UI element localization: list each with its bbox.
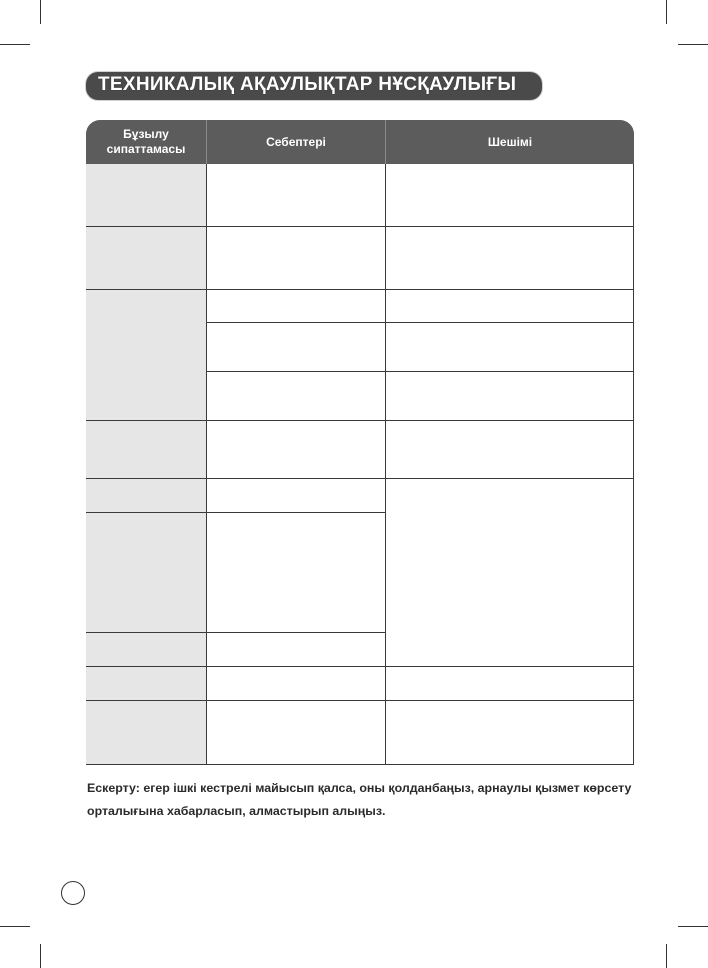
table-bottom-border [86,764,634,765]
sub-row-divider [206,322,634,323]
column-divider [206,164,207,764]
partial-row-divider [86,632,386,633]
row-divider [86,666,634,667]
crop-mark-top-left-h [0,44,30,45]
crop-mark-top-left [40,0,41,24]
row-divider [86,289,634,290]
header-solution: Шешімі [487,134,533,149]
row-divider [86,226,634,227]
crop-mark-top-right [666,0,667,24]
row-divider [86,420,634,421]
page-number-circle [61,881,85,905]
header-fault-description: Бұзылу сипаттамасы [106,127,186,156]
crop-mark-bottom-right-h [678,926,708,927]
crop-mark-bottom-right [666,944,667,968]
partial-row-divider [86,512,386,513]
warning-note: Ескерту: егер ішкі кестрелі майысып қалса, оны қолданбаңыз, арнаулы қызмет көрсету орталығына хабарласып, алмастырып алыңыз. [87,781,632,818]
row-divider [86,478,634,479]
table-header [86,120,634,164]
crop-mark-bottom-left-h [0,926,30,927]
table-right-border [633,164,634,764]
sub-row-divider [206,371,634,372]
crop-mark-bottom-left [40,944,41,968]
header-causes: Себептері [266,134,326,149]
page-title: ТЕХНИКАЛЫҚ АҚАУЛЫҚТАР НҰСҚАУЛЫҒЫ [98,74,517,95]
row-divider [86,700,634,701]
crop-mark-top-right-h [678,44,708,45]
description-column [86,164,206,764]
column-divider [385,164,386,764]
